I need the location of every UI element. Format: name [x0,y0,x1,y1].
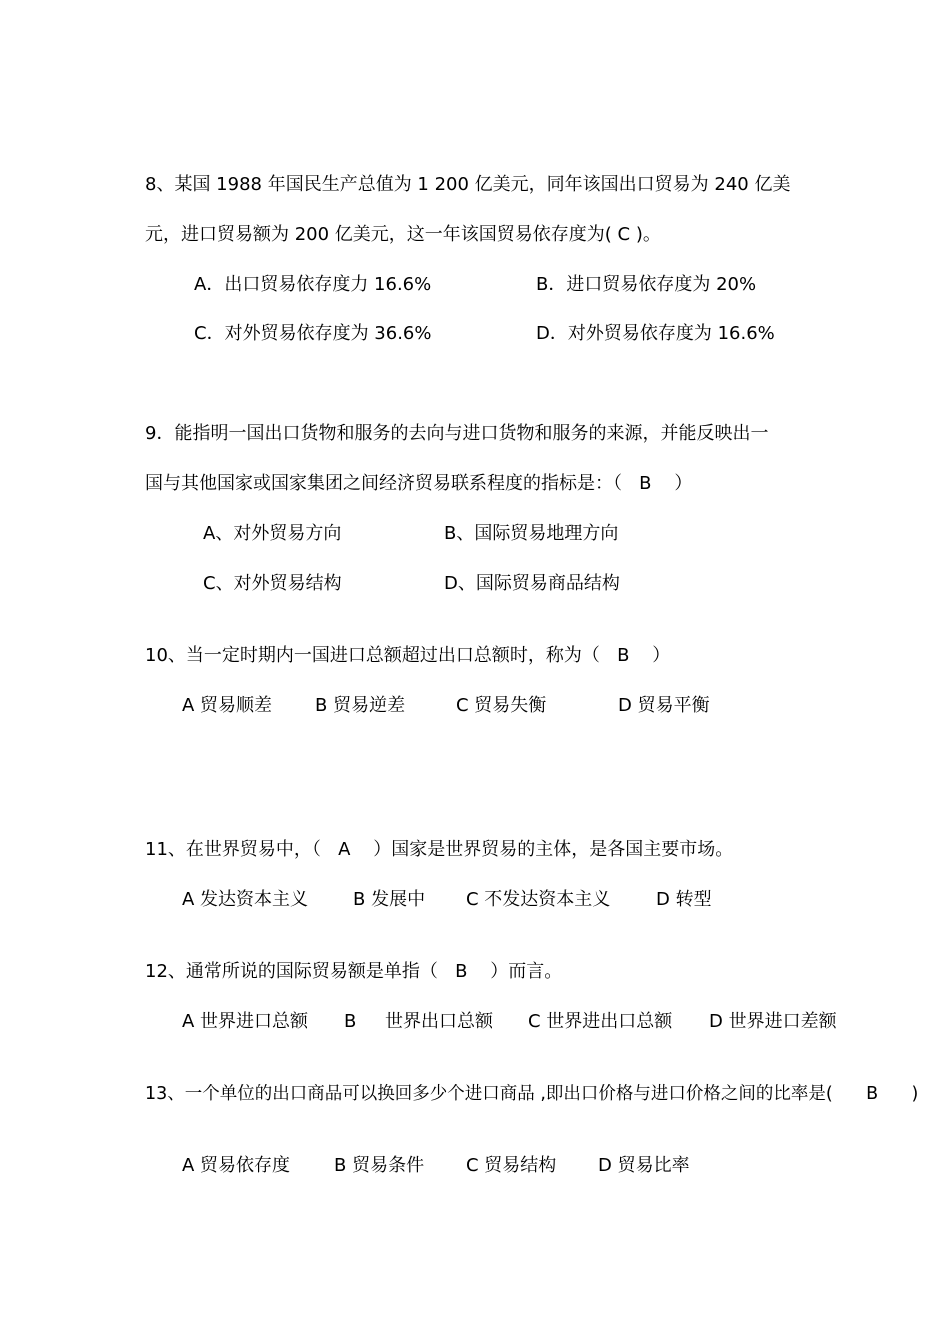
question-9-option-d: D、国际贸易商品结构 [444,573,620,594]
question-13-option-a: A 贸易依存度 [182,1155,291,1176]
question-8-option-d: D．对外贸易依存度为 16.6% [536,323,775,344]
question-10-option-b: B 贸易逆差 [315,695,406,716]
question-8-option-c: C．对外贸易依存度为 36.6% [194,323,432,344]
question-12-option-c: C 世界进出口总额 [528,1011,673,1032]
question-10-option-a: A 贸易顺差 [182,695,273,716]
question-8-option-b: B．进口贸易依存度为 20% [536,274,757,295]
question-12-option-d: D 世界进口差额 [709,1011,837,1032]
question-12-option-a: A 世界进口总额 [182,1011,309,1032]
question-13-option-c: C 贸易结构 [466,1155,557,1176]
question-9-option-a: A、对外贸易方向 [203,523,342,544]
question-12-option-b-text: 世界出口总额 [385,1011,493,1032]
question-9-option-c: C、对外贸易结构 [203,573,342,594]
question-8-option-a: A．出口贸易依存度力 16.6% [194,274,432,295]
question-13-option-d: D 贸易比率 [598,1155,690,1176]
question-13-stem-line-1: 13、一个单位的出口商品可以换回多少个进口商品 ,即出口价格与进口价格之间的比率是( B ) [145,1084,919,1104]
question-11-option-a: A 发达资本主义 [182,889,309,910]
question-12-stem-line-1: 12、通常所说的国际贸易额是单指（ B ）而言。 [145,961,563,982]
question-9-stem-line-2: 国与其他国家或国家集团之间经济贸易联系程度的指标是：（ B ） [145,473,693,494]
question-12-option-b-letter: B [344,1011,357,1032]
question-9-stem-line-1: 9．能指明一国出口货物和服务的去向与进口货物和服务的来源，并能反映出一 [145,423,769,444]
question-9-option-b: B、国际贸易地理方向 [444,523,619,544]
question-11-option-d: D 转型 [656,889,712,910]
question-11-option-b: B 发展中 [353,889,426,910]
question-13-option-b: B 贸易条件 [334,1155,425,1176]
question-11-option-c: C 不发达资本主义 [466,889,611,910]
question-10-stem-line-1: 10、当一定时期内一国进口总额超过出口总额时，称为（ B ） [145,645,671,666]
question-8-stem-line-2: 元，进口贸易额为 200 亿美元，这一年该国贸易依存度为( C )。 [145,224,661,245]
question-8-stem-line-1: 8、某国 1988 年国民生产总值为 1 200 亿美元，同年该国出口贸易为 240 亿美 [145,174,791,195]
question-10-option-d: D 贸易平衡 [618,695,710,716]
question-11-stem-line-1: 11、在世界贸易中，（ A ）国家是世界贸易的主体，是各国主要市场。 [145,839,734,860]
question-10-option-c: C 贸易失衡 [456,695,547,716]
